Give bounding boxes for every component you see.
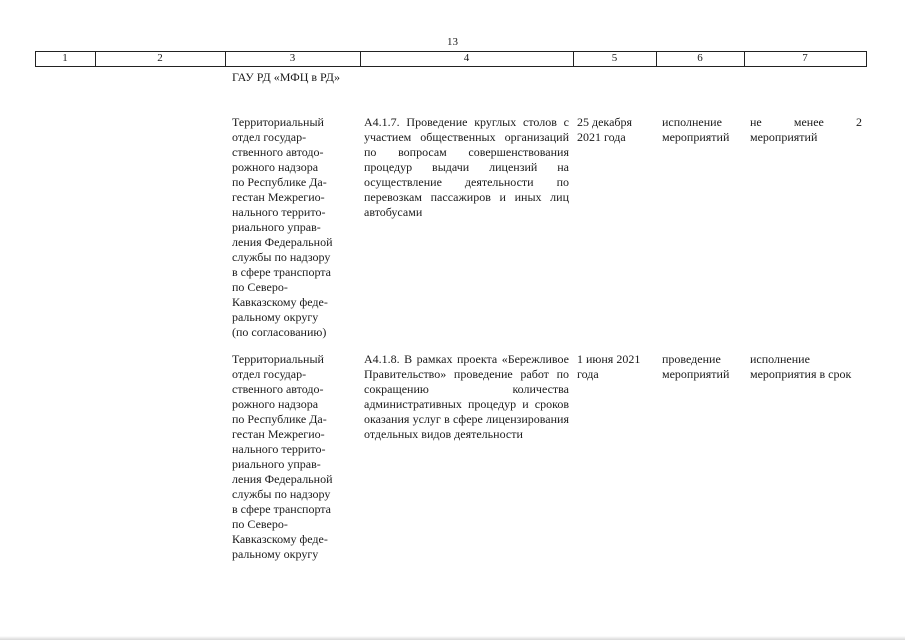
deadline-cell: 25 декабря 2021 года (577, 115, 633, 144)
organization-line: Территориальный (232, 115, 324, 129)
indicator-cell: исполнение мероприятия в срок (750, 352, 852, 381)
organization-line: гестан Межрегио- (232, 190, 325, 204)
organization-line: ления Федеральной (232, 472, 333, 486)
organization-line: нального террито- (232, 205, 326, 219)
organization-line: в сфере транспорта (232, 265, 332, 279)
organization-line: по Северо- (232, 280, 288, 294)
organization-line: ральному округу (232, 547, 319, 561)
organization-line: отдел государ- (232, 130, 307, 144)
organization-line: риального управ- (232, 457, 321, 471)
deadline-cell: 1 июня 2021 года (577, 352, 641, 381)
indicator-cell: не менее 2 мероприятий (750, 115, 862, 144)
organization-line: рожного надзора (232, 397, 319, 411)
column-number-3: 3 (289, 52, 296, 64)
organization-line: ственного автодо- (232, 382, 324, 396)
organization-line: рожного надзора (232, 160, 319, 174)
header-bottom-rule (35, 66, 867, 67)
organization-line: риального управ- (232, 220, 321, 234)
column-rule (866, 51, 867, 66)
organization-line: службы по надзору (232, 487, 331, 501)
organization-line: по Республике Да- (232, 412, 327, 426)
organization-line: нального террито- (232, 442, 326, 456)
organization-line: Кавказскому феде- (232, 532, 328, 546)
scan-edge-shadow (0, 636, 905, 640)
organization-line: службы по надзору (232, 250, 331, 264)
organization-line: гестан Межрегио- (232, 427, 325, 441)
organization-line: ления Федеральной (232, 235, 333, 249)
continued-organization-cell: ГАУ РД «МФЦ в РД» (232, 70, 340, 84)
organization-line: ральному округу (232, 310, 319, 324)
measure-cell: А4.1.8. В рамках проекта «Бережливое Правительство» проведение работ по сокращению количества административных процедур и сроков оказания услуг в сфере лицензирования отдельных видов деятельности (364, 352, 569, 441)
organization-line: по Республике Да- (232, 175, 327, 189)
organization-cell (232, 115, 342, 340)
column-number-4: 4 (463, 52, 470, 64)
organization-line: в сфере транспорта (232, 502, 332, 516)
column-number-6: 6 (697, 52, 703, 64)
page-number: 13 (447, 36, 458, 48)
organization-line: ственного автодо- (232, 145, 324, 159)
measure-cell: А4.1.7. Проведение круглых столов с участием общественных организаций по вопросам совершенствования процедур выдачи лицензий на осуществление деятельности по перевозкам пассажиров и иных лиц автобусами (364, 115, 569, 219)
column-number-2: 2 (157, 52, 163, 64)
column-number-1: 1 (62, 52, 68, 64)
organization-line: (по согласованию) (232, 325, 327, 339)
organization-cell (232, 352, 342, 562)
column-number-7: 7 (802, 52, 808, 64)
result-cell: исполнение мероприятий (662, 115, 730, 144)
organization-line: Кавказскому феде- (232, 295, 328, 309)
organization-line: по Северо- (232, 517, 288, 531)
organization-line: отдел государ- (232, 367, 307, 381)
organization-line: Территориальный (232, 352, 324, 366)
column-number-5: 5 (611, 52, 618, 64)
result-cell: проведение мероприятий (662, 352, 730, 381)
